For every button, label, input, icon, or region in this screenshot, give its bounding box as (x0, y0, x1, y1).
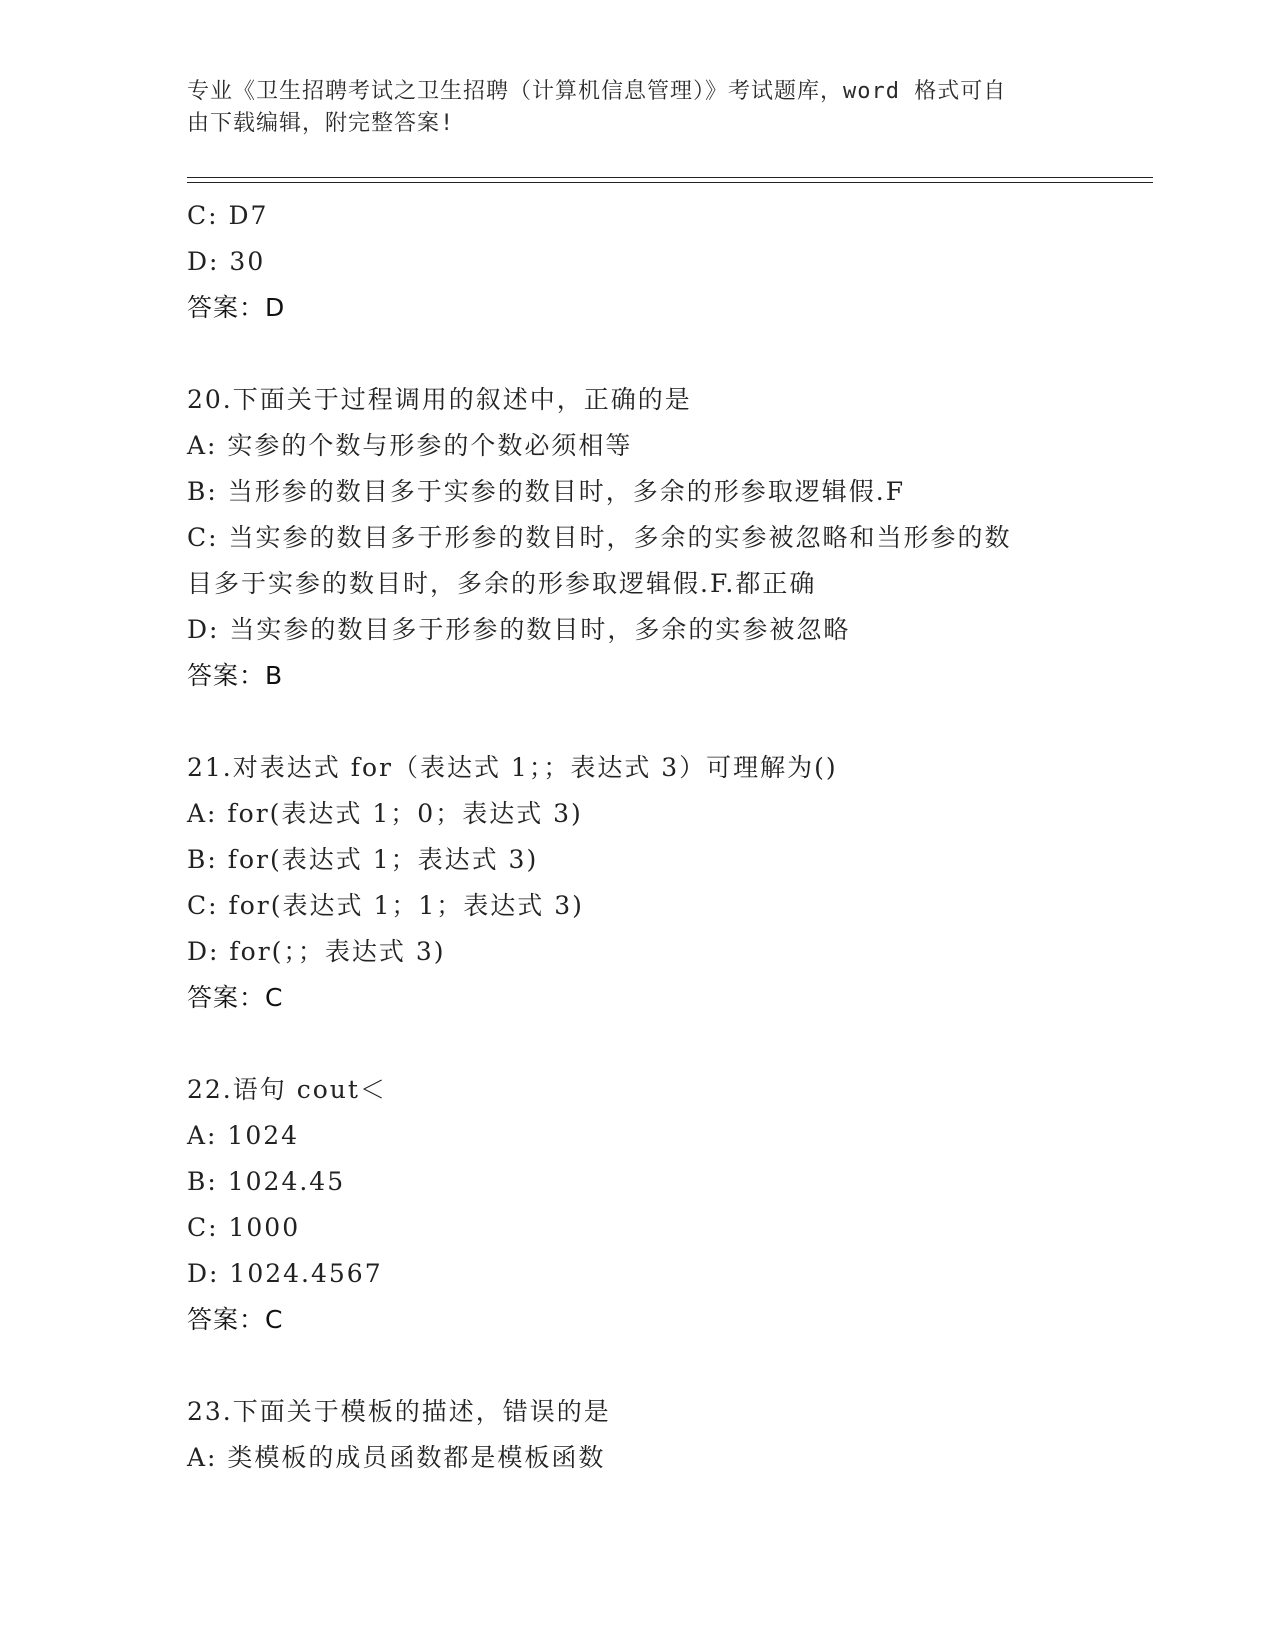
question-stem: 22.语句 cout＜ (187, 1075, 387, 1104)
option-d: D: 30 (187, 247, 266, 276)
option-d: D: 1024.4567 (187, 1259, 383, 1288)
header-line-2: 由下载编辑，附完整答案! (187, 111, 455, 136)
option-b: B: 当形参的数目多于实参的数目时，多余的形参取逻辑假.F (187, 477, 906, 506)
option-a: A: 1024 (187, 1121, 300, 1150)
option-a: A: 实参的个数与形参的个数必须相等 (187, 431, 633, 460)
question-stem: 20.下面关于过程调用的叙述中，正确的是 (187, 385, 692, 414)
option-c: C: D7 (187, 201, 269, 230)
option-a: A: for(表达式 1；0；表达式 3) (187, 799, 583, 828)
option-c: C: 1000 (187, 1213, 301, 1242)
document-header (187, 76, 1067, 140)
header-line-1: 专业《卫生招聘考试之卫生招聘（计算机信息管理）》考试题库，word 格式可自 (187, 79, 1007, 104)
spacer (187, 1021, 1087, 1067)
option-b: B: for(表达式 1；表达式 3) (187, 845, 539, 874)
question-block-22 (187, 1067, 1087, 1343)
question-stem: 23.下面关于模板的描述，错误的是 (187, 1397, 611, 1426)
option-d: D: for(；；表达式 3) (187, 937, 446, 966)
question-stem: 21.对表达式 for（表达式 1；；表达式 3）可理解为() (187, 753, 838, 782)
question-block-prev (187, 193, 1087, 331)
header-divider-bottom (187, 182, 1153, 183)
spacer (187, 1343, 1087, 1389)
option-c: C: 当实参的数目多于形参的数目时，多余的实参被忽略和当形参的数 (187, 523, 1012, 552)
spacer (187, 699, 1087, 745)
option-c-continued: 目多于实参的数目时，多余的形参取逻辑假.F.都正确 (187, 569, 817, 598)
option-a: A: 类模板的成员函数都是模板函数 (187, 1443, 606, 1472)
answer-text: 答案：C (187, 983, 284, 1012)
option-b: B: 1024.45 (187, 1167, 346, 1196)
question-block-21 (187, 745, 1087, 1021)
question-block-20 (187, 377, 1087, 699)
header-divider-top (187, 177, 1153, 178)
option-c: C: for(表达式 1；1；表达式 3) (187, 891, 584, 920)
answer-text: 答案：B (187, 661, 284, 690)
spacer (187, 331, 1087, 377)
question-block-23 (187, 1389, 1087, 1481)
answer-text: 答案：C (187, 1305, 284, 1334)
answer-text: 答案：D (187, 293, 286, 322)
option-d: D: 当实参的数目多于形参的数目时，多余的实参被忽略 (187, 615, 851, 644)
question-list (187, 193, 1087, 1481)
